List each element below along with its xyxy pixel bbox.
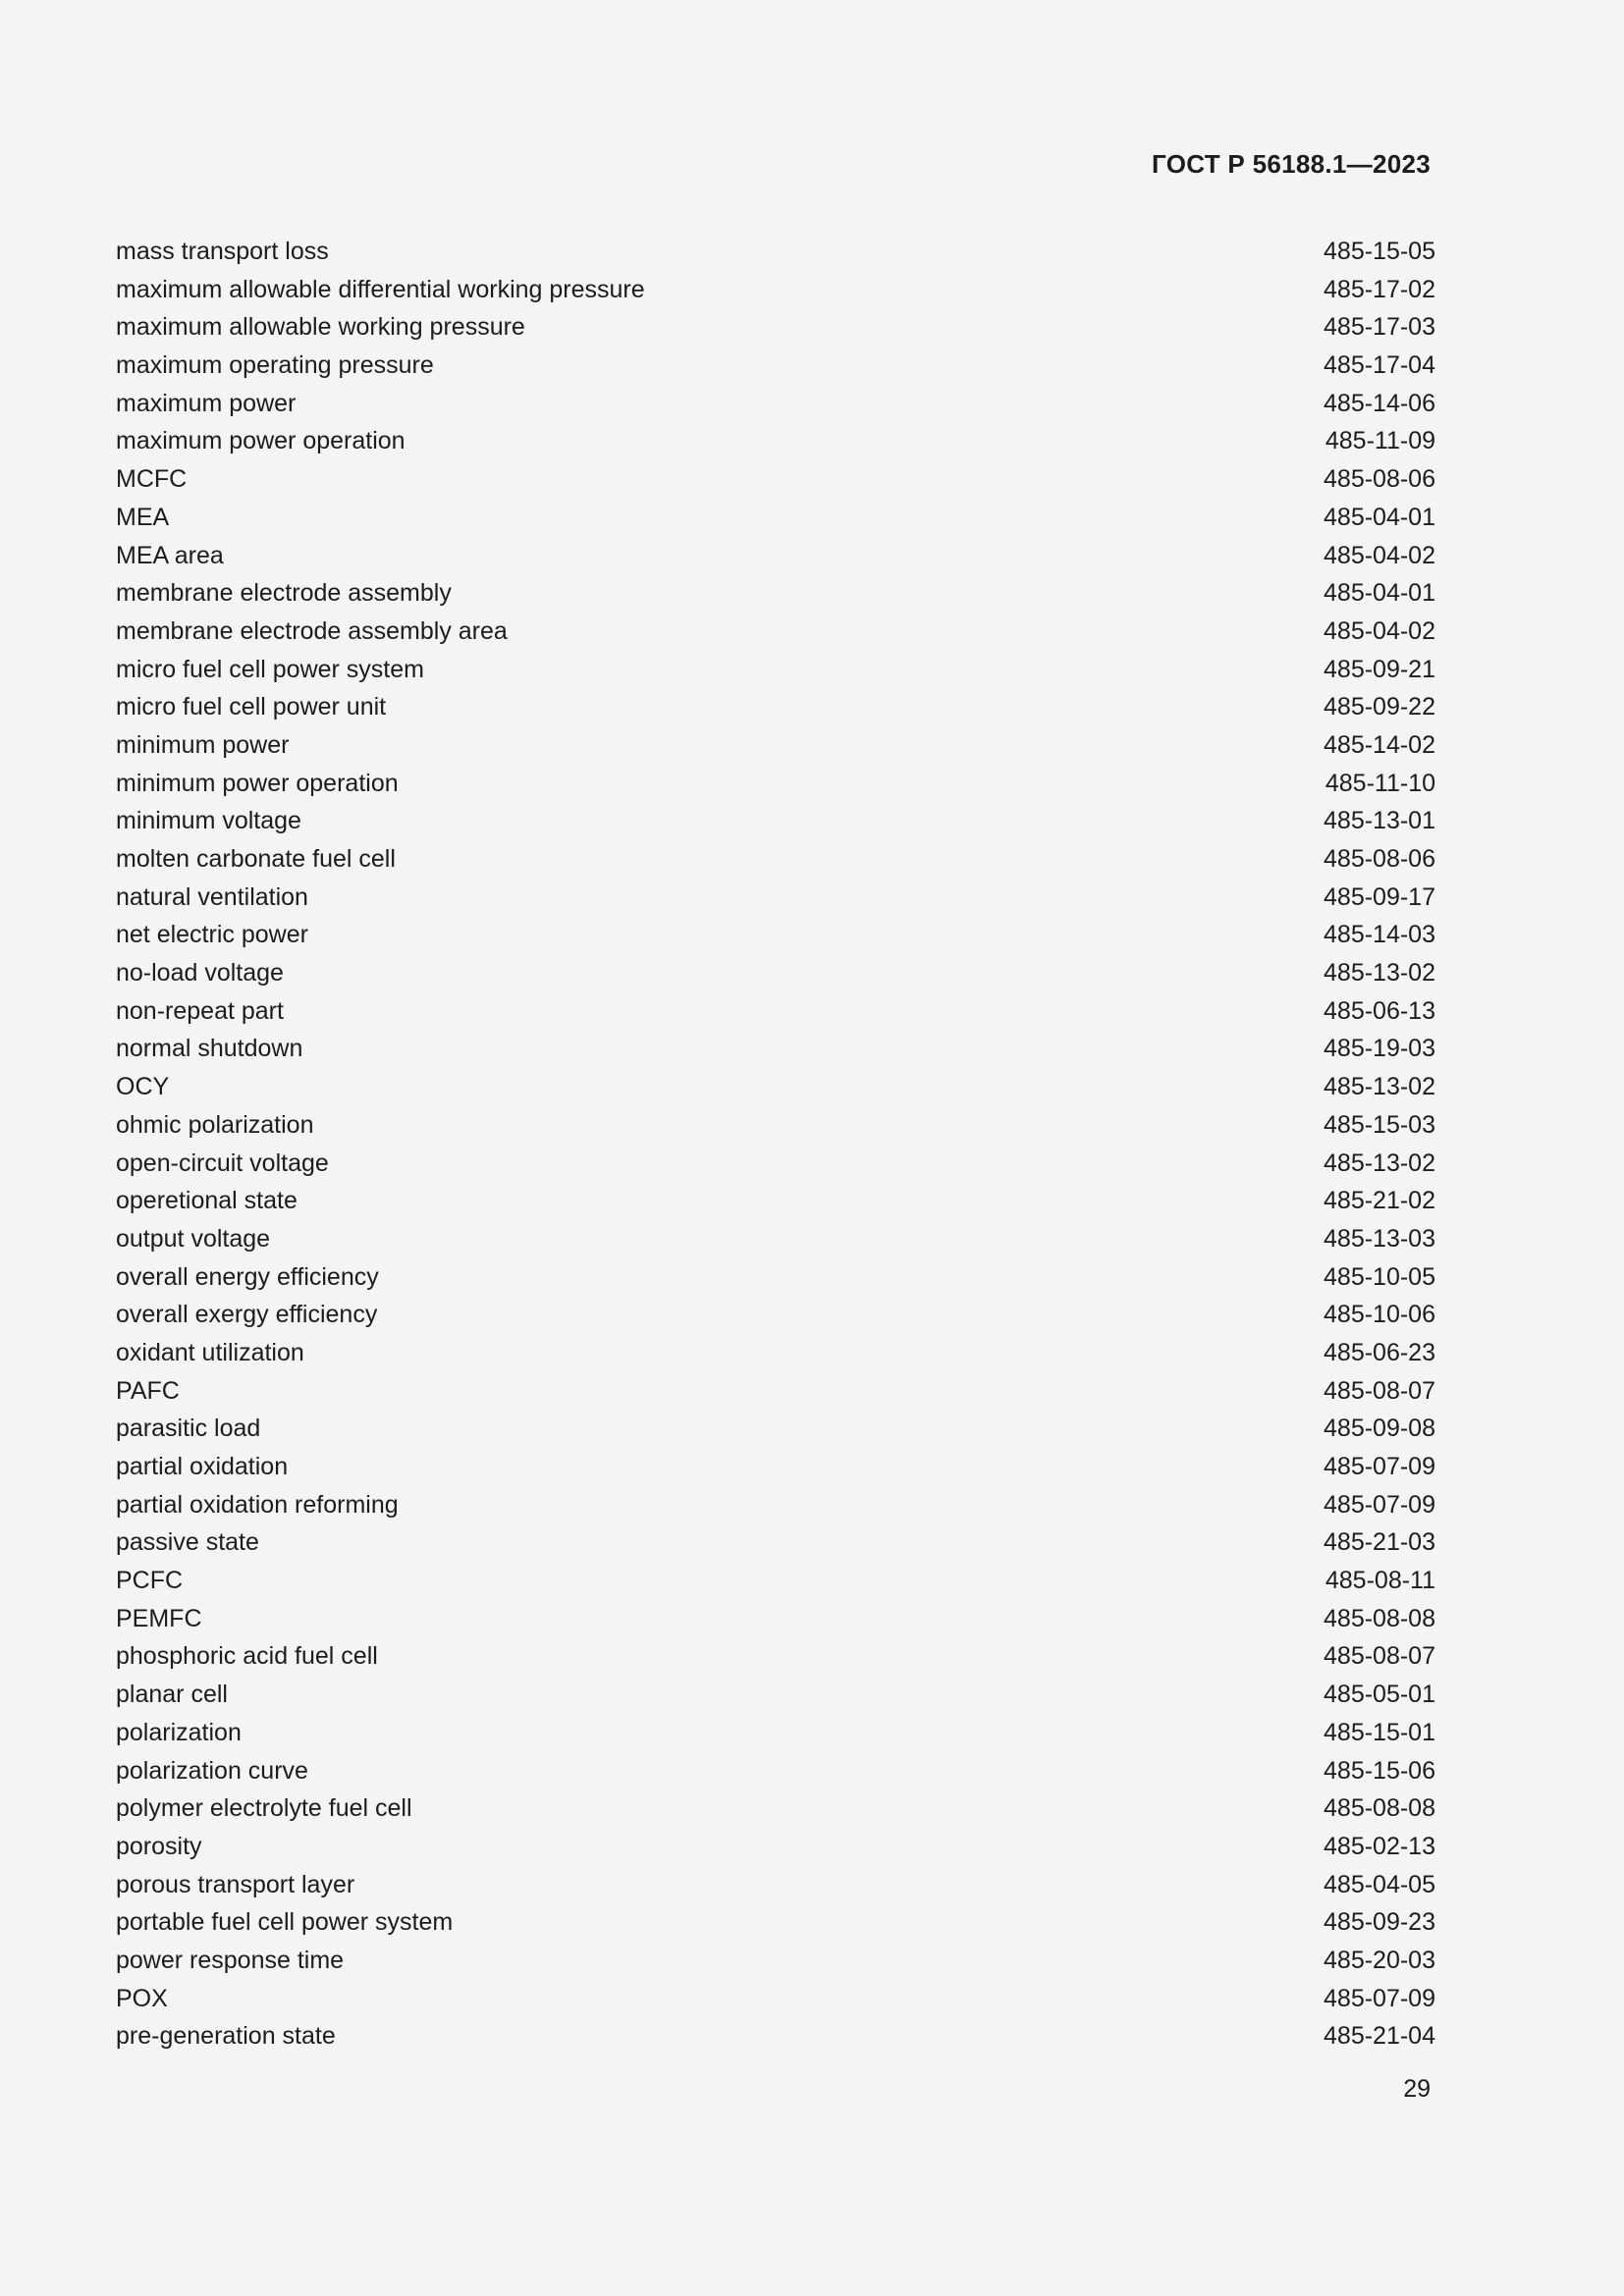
index-term: operetional state <box>116 1187 298 1215</box>
index-term-code: 485-09-17 <box>1324 882 1435 911</box>
index-term-code: 485-09-08 <box>1324 1415 1435 1443</box>
index-entry <box>116 1789 1435 1828</box>
index-term-code: 485-11-09 <box>1325 427 1435 455</box>
index-term: maximum allowable differential working pressure <box>116 275 645 303</box>
index-term-code: 485-15-01 <box>1324 1718 1435 1746</box>
index-term: partial oxidation <box>116 1453 289 1480</box>
index-entry <box>116 1562 1435 1600</box>
index-term: polarization <box>116 1718 242 1746</box>
index-term-code: 485-14-02 <box>1324 730 1435 759</box>
index-term-code: 485-13-01 <box>1324 807 1435 835</box>
index-term-code: 485-08-07 <box>1324 1642 1435 1671</box>
index-term-code: 485-20-03 <box>1324 1946 1435 1974</box>
index-term: planar cell <box>116 1681 228 1709</box>
index-term: micro fuel cell power system <box>116 655 424 683</box>
index-term-code: 485-08-07 <box>1324 1376 1435 1405</box>
index-term: PEMFC <box>116 1604 202 1632</box>
index-term: membrane electrode assembly <box>116 579 452 608</box>
index-entry <box>116 460 1435 499</box>
index-term-code: 485-08-08 <box>1324 1604 1435 1632</box>
index-entry <box>116 1106 1435 1145</box>
index-entry <box>116 1372 1435 1411</box>
index-term: parasitic load <box>116 1415 261 1443</box>
index-term-code: 485-09-23 <box>1324 1908 1435 1937</box>
index-term-code: 485-13-03 <box>1324 1224 1435 1253</box>
index-entry <box>116 765 1435 803</box>
index-term: molten carbonate fuel cell <box>116 845 396 873</box>
index-term-code: 485-15-05 <box>1324 238 1435 265</box>
index-entry <box>116 499 1435 537</box>
index-term: MEA area <box>116 541 224 569</box>
index-term-code: 485-13-02 <box>1324 1148 1435 1177</box>
page-number: 29 <box>1403 2075 1431 2103</box>
index-term-code: 485-08-08 <box>1324 1794 1435 1823</box>
index-entry <box>116 1676 1435 1714</box>
index-term: natural ventilation <box>116 882 308 911</box>
index-term: phosphoric acid fuel cell <box>116 1642 378 1671</box>
index-term: overall energy efficiency <box>116 1262 379 1291</box>
index-term-code: 485-08-06 <box>1324 465 1435 494</box>
index-term-code: 485-11-10 <box>1325 769 1435 797</box>
index-term-code: 485-10-06 <box>1324 1301 1435 1329</box>
index-term: polymer electrolyte fuel cell <box>116 1794 412 1823</box>
index-term: overall exergy efficiency <box>116 1301 378 1329</box>
index-entry <box>116 688 1435 726</box>
index-term: OCY <box>116 1073 170 1101</box>
index-term-code: 485-15-06 <box>1324 1756 1435 1785</box>
index-term: maximum power <box>116 389 297 417</box>
index-entry <box>116 1903 1435 1942</box>
index-term-code: 485-08-11 <box>1325 1567 1435 1595</box>
index-term-code: 485-21-04 <box>1324 2022 1435 2051</box>
index-entry <box>116 1410 1435 1448</box>
index-entry <box>116 1523 1435 1562</box>
index-term-code: 485-17-04 <box>1324 351 1435 380</box>
index-entry <box>116 954 1435 992</box>
index-term-code: 485-08-06 <box>1324 845 1435 873</box>
index-term: power response time <box>116 1946 345 1974</box>
index-term-code: 485-19-03 <box>1324 1035 1435 1063</box>
index-term-code: 485-21-03 <box>1324 1528 1435 1557</box>
index-entry <box>116 1145 1435 1183</box>
index-term: porous transport layer <box>116 1870 355 1898</box>
index-term: POX <box>116 1984 168 2012</box>
term-index-list <box>116 233 1435 2056</box>
index-entry <box>116 2017 1435 2056</box>
index-term: MEA <box>116 503 170 531</box>
index-term: MCFC <box>116 465 188 494</box>
index-entry <box>116 802 1435 840</box>
index-entry <box>116 1068 1435 1106</box>
index-entry <box>116 1296 1435 1334</box>
index-entry <box>116 1600 1435 1638</box>
index-entry <box>116 992 1435 1031</box>
index-term-code: 485-09-22 <box>1324 693 1435 721</box>
index-entry <box>116 271 1435 309</box>
index-term: mass transport loss <box>116 238 329 265</box>
index-term: open-circuit voltage <box>116 1148 329 1177</box>
index-term-code: 485-05-01 <box>1324 1681 1435 1709</box>
index-term-code: 485-10-05 <box>1324 1262 1435 1291</box>
index-term-code: 485-13-02 <box>1324 1073 1435 1101</box>
index-term: net electric power <box>116 921 308 949</box>
index-term-code: 485-06-23 <box>1324 1338 1435 1366</box>
index-term-code: 485-04-02 <box>1324 616 1435 645</box>
index-term: membrane electrode assembly area <box>116 616 508 645</box>
index-entry <box>116 574 1435 613</box>
index-entry <box>116 233 1435 271</box>
index-entry <box>116 840 1435 879</box>
index-term: maximum operating pressure <box>116 351 434 380</box>
index-term-code: 485-15-03 <box>1324 1110 1435 1139</box>
index-entry <box>116 422 1435 460</box>
index-entry <box>116 1486 1435 1524</box>
index-term: pre-generation state <box>116 2022 336 2051</box>
index-term: passive state <box>116 1528 259 1557</box>
index-term: PAFC <box>116 1376 180 1405</box>
index-term: non-repeat part <box>116 996 284 1025</box>
index-term: micro fuel cell power unit <box>116 693 387 721</box>
index-entry <box>116 613 1435 651</box>
index-entry <box>116 1942 1435 1980</box>
index-entry <box>116 651 1435 689</box>
index-entry <box>116 1334 1435 1372</box>
index-entry <box>116 308 1435 347</box>
index-term-code: 485-07-09 <box>1324 1490 1435 1519</box>
index-term-code: 485-04-01 <box>1324 503 1435 531</box>
index-term-code: 485-14-06 <box>1324 389 1435 417</box>
index-entry <box>116 1258 1435 1297</box>
index-term: partial oxidation reforming <box>116 1490 399 1519</box>
index-term: minimum power <box>116 730 290 759</box>
index-term: normal shutdown <box>116 1035 303 1063</box>
index-term-code: 485-09-21 <box>1324 655 1435 683</box>
index-term-code: 485-14-03 <box>1324 921 1435 949</box>
index-term-code: 485-04-02 <box>1324 541 1435 569</box>
document-standard-title: ГОСТ Р 56188.1—2023 <box>1152 149 1431 179</box>
index-term-code: 485-07-09 <box>1324 1453 1435 1480</box>
index-entry <box>116 916 1435 954</box>
index-term: minimum power operation <box>116 769 399 797</box>
index-entry <box>116 1980 1435 2018</box>
index-entry <box>116 1220 1435 1258</box>
index-term: minimum voltage <box>116 807 301 835</box>
index-term: no-load voltage <box>116 959 284 988</box>
index-term-code: 485-21-02 <box>1324 1187 1435 1215</box>
index-term-code: 485-17-02 <box>1324 275 1435 303</box>
index-term-code: 485-13-02 <box>1324 959 1435 988</box>
index-term: oxidant utilization <box>116 1338 304 1366</box>
index-entry <box>116 1714 1435 1752</box>
index-term-code: 485-07-09 <box>1324 1984 1435 2012</box>
index-term-code: 485-02-13 <box>1324 1832 1435 1860</box>
index-entry <box>116 1182 1435 1220</box>
index-term: maximum power operation <box>116 427 406 455</box>
index-term: output voltage <box>116 1224 271 1253</box>
index-term-code: 485-04-05 <box>1324 1870 1435 1898</box>
index-entry <box>116 385 1435 423</box>
index-entry <box>116 537 1435 575</box>
index-term-code: 485-04-01 <box>1324 579 1435 608</box>
index-term: portable fuel cell power system <box>116 1908 454 1937</box>
index-term-code: 485-17-03 <box>1324 313 1435 342</box>
index-term: PCFC <box>116 1567 184 1595</box>
index-entry <box>116 1752 1435 1790</box>
index-term: ohmic polarization <box>116 1110 314 1139</box>
index-term: polarization curve <box>116 1756 308 1785</box>
index-term-code: 485-06-13 <box>1324 996 1435 1025</box>
index-entry <box>116 726 1435 765</box>
index-entry <box>116 347 1435 385</box>
index-entry <box>116 1637 1435 1676</box>
index-entry <box>116 1828 1435 1866</box>
index-entry <box>116 879 1435 917</box>
index-entry <box>116 1866 1435 1904</box>
index-term: maximum allowable working pressure <box>116 313 525 342</box>
index-entry <box>116 1448 1435 1486</box>
index-entry <box>116 1030 1435 1068</box>
index-term: porosity <box>116 1832 202 1860</box>
